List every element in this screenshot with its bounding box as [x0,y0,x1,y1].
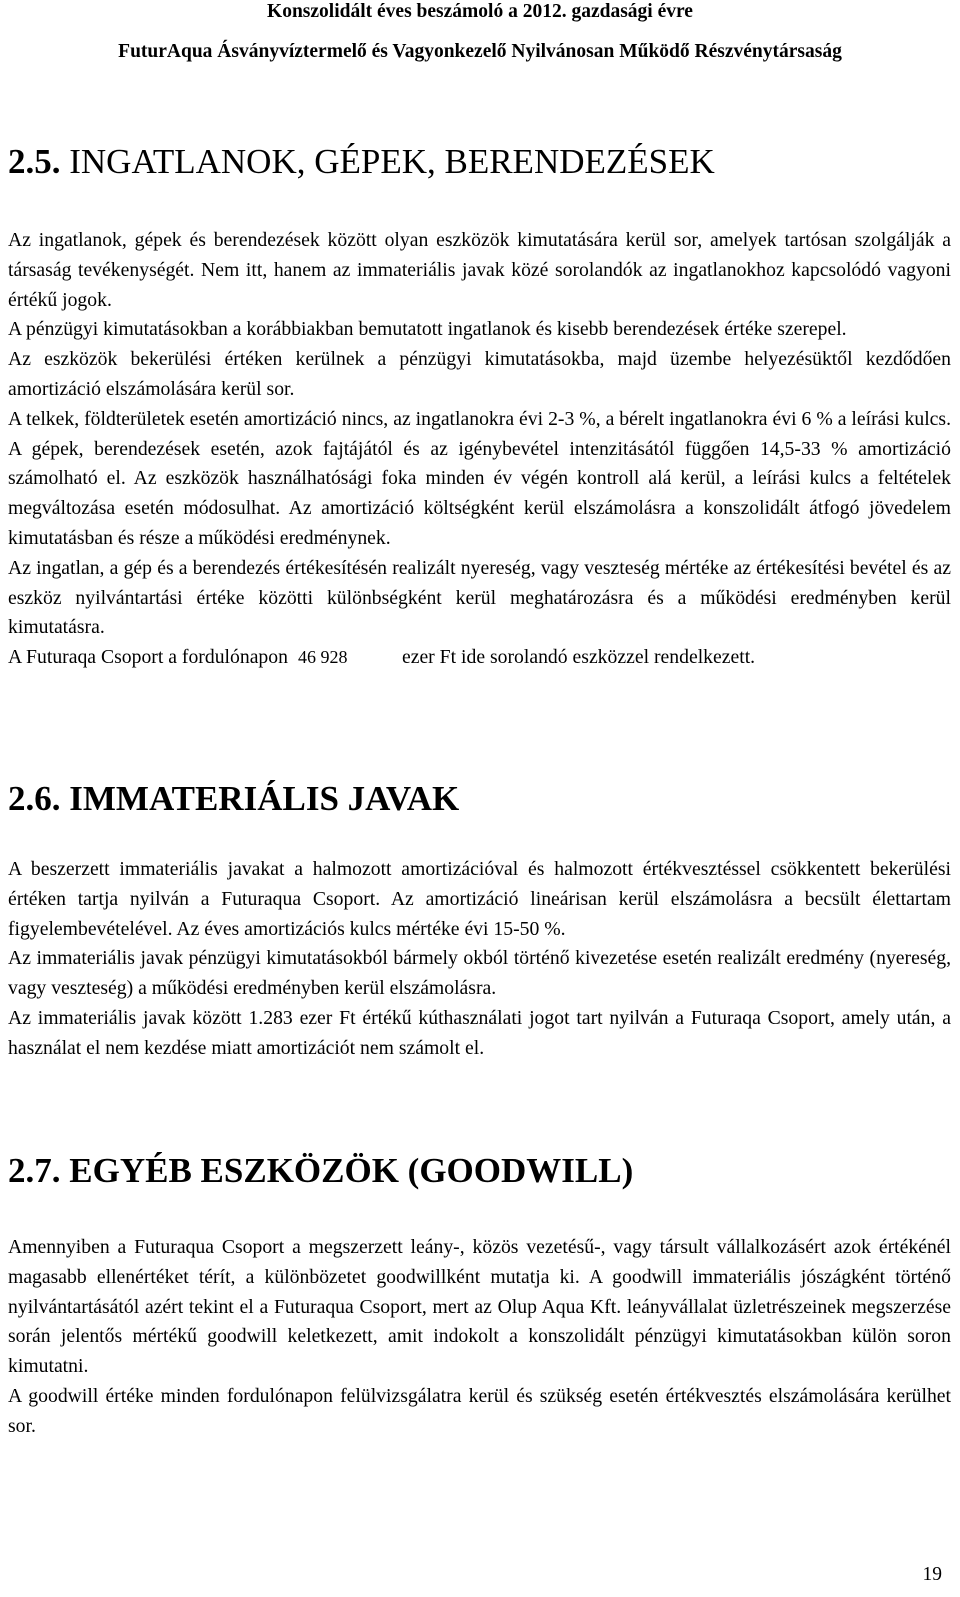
paragraph: A telkek, földterületek esetén amortizáció nincs, az ingatlanokra évi 2-3 %, a bérelt ingatlanokra évi 6 % a leírási kulcs. A gépek, berendezések esetén, azok fajtájától és az igénybevétel intenzitásától függően 14,5-33 % amortizáció számolható el. Az eszközök használhatósági foka minden év végén kontroll alá kerül, a leírási kulcs a feltételek megváltozása esetén módosulhat. Az amortizáció költségként kerül elszámolásra a konszolidált átfogó jövedelem kimutatásban és része a működési eredménynek. [8,407,951,549]
paragraph: A goodwill értéke minden fordulónapon felülvizsgálatra kerül és szükség esetén értékvesztés elszámolására kerülhet sor. [8,1384,951,1437]
section-body-2-6 [8,855,951,1064]
paragraph: Az immateriális javak pénzügyi kimutatásokból bármely okból történő kivezetése esetén realizált eredmény (nyereség, vagy veszteség) a működési eredményben kerül elszámolásra. [8,947,951,1000]
section-number: 2.5. [8,142,61,181]
paragraph: A beszerzett immateriális javakat a halmozott amortizációval és halmozott értékvesztéssel csökkentett bekerülési értéken tartja nyilván a Futuraqua Csoport. Az amortizáció lineárisan kerül elszámolásra a becsült élettartam figyelembevételével. Az éves amortizációs kulcs mértéke évi 15-50 %. [8,858,951,940]
section-heading-2-6 [8,779,459,819]
paragraph: Az immateriális javak között 1.283 ezer Ft értékű kúthasználati jogot tart nyilván a Futuraqa Csoport, amely után, a használat el nem kezdése miatt amortizációt nem számolt el. [8,1006,951,1059]
paragraph: Amennyiben a Futuraqua Csoport a megszerzett leány-, közös vezetésű-, vagy társult vállalkozásért azok értékénél magasabb ellenértéket térít, a különbözetet goodwillként mutatja ki. A goodwill immateriális jószágként történő nyilvántartásától azért tekint el a Futuraqua Csoport, mert az Olup Aqua Kft. leányvállalat üzletrészeinek megszerzése során jelentős mértékű goodwill keletkezett, amit indokolt a konszolidált pénzügyi kimutatásokban külön soron kimutatni. [8,1236,951,1378]
paragraph: Az eszközök bekerülési értéken kerülnek a pénzügyi kimutatásokba, majd üzembe helyezésüktől kezdődően amortizáció elszámolására kerül sor. [8,348,951,400]
section-heading-2-7 [8,1151,633,1191]
asset-amount: 46 928 [297,647,348,668]
section-number: 2.6. [8,779,61,818]
company-name: FuturAqua Ásványvíztermelő és Vagyonkezelő Nyilvánosan Működő Részvénytársaság [118,41,842,62]
paragraph: A pénzügyi kimutatásokban a korábbiakban bemutatott ingatlanok és kisebb berendezések értéke szerepel. [8,318,847,341]
section-body-2-7 [8,1233,951,1442]
section-heading-2-5 [8,142,715,182]
section-title: IMMATERIÁLIS JAVAK [69,779,460,818]
section-title: EGYÉB ESZKÖZÖK (GOODWILL) [69,1151,634,1190]
paragraph-asset-total [8,643,951,673]
section-number: 2.7. [8,1151,61,1190]
page-number: 19 [922,1564,942,1585]
text-fragment: A Futuraqa Csoport a fordulónapon [8,646,288,669]
section-title: INGATLANOK, GÉPEK, BERENDEZÉSEK [69,142,715,181]
paragraph: Az ingatlanok, gépek és berendezések között olyan eszközök kimutatására kerül sor, amelyek tartósan szolgálják a társaság tevékenységét. Nem itt, hanem az immateriális javak közé sorolandók az ingatlanokhoz kapcsolódó vagyoni értékű jogok. [8,229,951,311]
paragraph: Az ingatlan, a gép és a berendezés értékesítésén realizált nyereség, vagy veszteség mértéke az értékesítési bevétel és az eszköz nyilvántartási értéke közötti különbségként kerül meghatározásra és a működési eredményben kerül kimutatásra. [8,556,951,639]
report-title: Konszolidált éves beszámoló a 2012. gazdasági évre [267,1,693,22]
section-body-2-5 [8,226,951,673]
text-fragment: ezer Ft ide sorolandó eszközzel rendelkezett. [401,646,756,669]
